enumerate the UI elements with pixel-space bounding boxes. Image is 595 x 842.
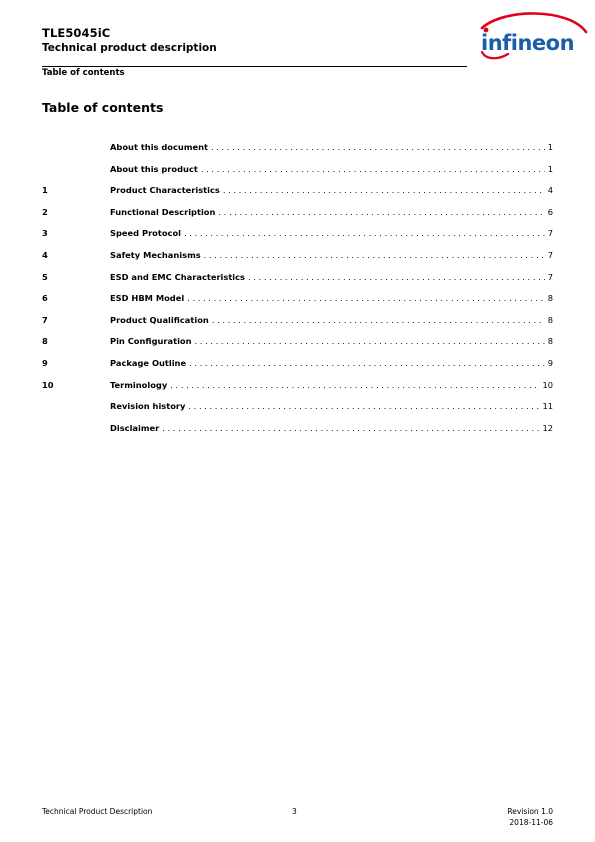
toc-row[interactable] <box>42 313 553 335</box>
toc-entry[interactable] <box>110 228 553 238</box>
toc-entry-number: 5 <box>42 271 48 282</box>
toc-dot-leader <box>188 401 539 411</box>
toc-row[interactable] <box>42 399 553 421</box>
toc-row[interactable] <box>42 140 553 162</box>
toc-dot-leader <box>189 358 545 368</box>
toc-entry-number: 9 <box>42 357 48 368</box>
toc-entry[interactable] <box>110 423 553 433</box>
toc-entry[interactable] <box>110 164 553 174</box>
toc-entry-number: 7 <box>42 314 48 325</box>
toc-entry-title[interactable]: Revision history <box>110 401 186 412</box>
toc-entry-title[interactable]: Speed Protocol <box>110 228 181 239</box>
toc-entry-page[interactable]: 7 <box>547 271 553 282</box>
toc-entry-title[interactable]: Disclaimer <box>110 422 160 433</box>
toc-entry-title[interactable]: ESD and EMC Characteristics <box>110 271 245 282</box>
toc-entry-page[interactable]: 7 <box>547 228 553 239</box>
footer-document-type: Technical Product Description <box>42 807 153 816</box>
toc-entry-title[interactable]: Terminology <box>110 379 168 390</box>
toc-entry[interactable] <box>110 380 553 390</box>
document-subtitle: Technical product description <box>42 42 217 54</box>
toc-row[interactable] <box>42 205 553 227</box>
toc-row[interactable] <box>42 334 553 356</box>
toc-entry-page[interactable]: 11 <box>542 401 553 412</box>
toc-dot-leader <box>162 423 539 433</box>
toc-entry-number: 6 <box>42 293 48 304</box>
infineon-logo-graphic <box>474 10 588 60</box>
toc-entry-title[interactable]: About this document <box>110 142 208 152</box>
toc-row[interactable] <box>42 183 553 205</box>
toc-row[interactable] <box>42 378 553 400</box>
toc-entry-page[interactable]: 12 <box>542 422 553 433</box>
toc-heading: Table of contents <box>42 100 164 115</box>
footer-page-number: 3 <box>292 807 297 816</box>
toc-entry-page[interactable]: 8 <box>547 293 553 304</box>
toc-entry-number: 10 <box>42 379 54 390</box>
toc-dot-leader <box>201 164 545 174</box>
toc-entry-page[interactable]: 6 <box>547 206 553 217</box>
toc-entry[interactable] <box>110 250 553 260</box>
toc-entry-page[interactable]: 4 <box>547 185 553 196</box>
toc-dot-leader <box>204 250 545 260</box>
toc-dot-leader <box>223 185 545 195</box>
toc-entry-number: 3 <box>42 228 48 239</box>
toc-dot-leader <box>184 228 545 238</box>
toc-dot-leader <box>218 207 544 217</box>
toc-entry-page[interactable]: 9 <box>547 357 553 368</box>
toc-dot-leader <box>195 336 545 346</box>
toc-row[interactable] <box>42 421 553 443</box>
toc-entry-page[interactable]: 1 <box>547 142 553 152</box>
toc-entry-title[interactable]: Product Qualification <box>110 314 209 325</box>
toc-entry-title[interactable]: About this product <box>110 163 198 174</box>
toc-row[interactable] <box>42 162 553 184</box>
toc-entry-page[interactable]: 1 <box>547 163 553 174</box>
toc-entry[interactable] <box>110 401 553 411</box>
toc-dot-leader <box>248 272 545 282</box>
running-section-title: Table of contents <box>42 68 125 78</box>
svg-text:infineon: infineon <box>481 31 575 55</box>
toc-entry[interactable] <box>110 185 553 195</box>
toc-dot-leader <box>211 142 545 152</box>
toc-entry-title[interactable]: ESD HBM Model <box>110 293 185 304</box>
toc-entry-number: 4 <box>42 249 48 260</box>
toc-dot-leader <box>187 293 545 303</box>
toc-entry[interactable] <box>110 358 553 368</box>
infineon-logo <box>474 10 588 60</box>
toc-dot-leader <box>212 315 545 325</box>
toc-entry[interactable] <box>110 142 553 152</box>
toc-entry-number: 2 <box>42 206 48 217</box>
header-divider <box>42 66 467 67</box>
toc-entry-page[interactable]: 10 <box>542 379 553 390</box>
toc-row[interactable] <box>42 226 553 248</box>
toc-entry-page[interactable]: 8 <box>547 336 553 347</box>
toc-list <box>42 140 553 442</box>
toc-entry-number: 8 <box>42 336 48 347</box>
toc-entry-page[interactable]: 8 <box>547 314 553 325</box>
toc-entry-title[interactable]: Functional Description <box>110 206 216 217</box>
document-title: TLE5045iC <box>42 26 111 40</box>
toc-entry-title[interactable]: Safety Mechanisms <box>110 249 201 260</box>
toc-row[interactable] <box>42 248 553 270</box>
toc-row[interactable] <box>42 356 553 378</box>
toc-entry-title[interactable]: Package Outline <box>110 357 187 368</box>
toc-entry[interactable] <box>110 293 553 303</box>
toc-entry-title[interactable]: Pin Configuration <box>110 336 192 347</box>
toc-entry-number: 1 <box>42 185 48 196</box>
toc-entry[interactable] <box>110 272 553 282</box>
toc-row[interactable] <box>42 291 553 313</box>
footer-date: 2018-11-06 <box>509 818 553 827</box>
toc-dot-leader <box>170 380 539 390</box>
toc-entry[interactable] <box>110 207 553 217</box>
toc-entry-page[interactable]: 7 <box>547 249 553 260</box>
footer-revision: Revision 1.0 <box>507 807 553 816</box>
toc-entry-title[interactable]: Product Characteristics <box>110 185 220 196</box>
toc-row[interactable] <box>42 270 553 292</box>
toc-entry[interactable] <box>110 315 553 325</box>
toc-entry[interactable] <box>110 336 553 346</box>
